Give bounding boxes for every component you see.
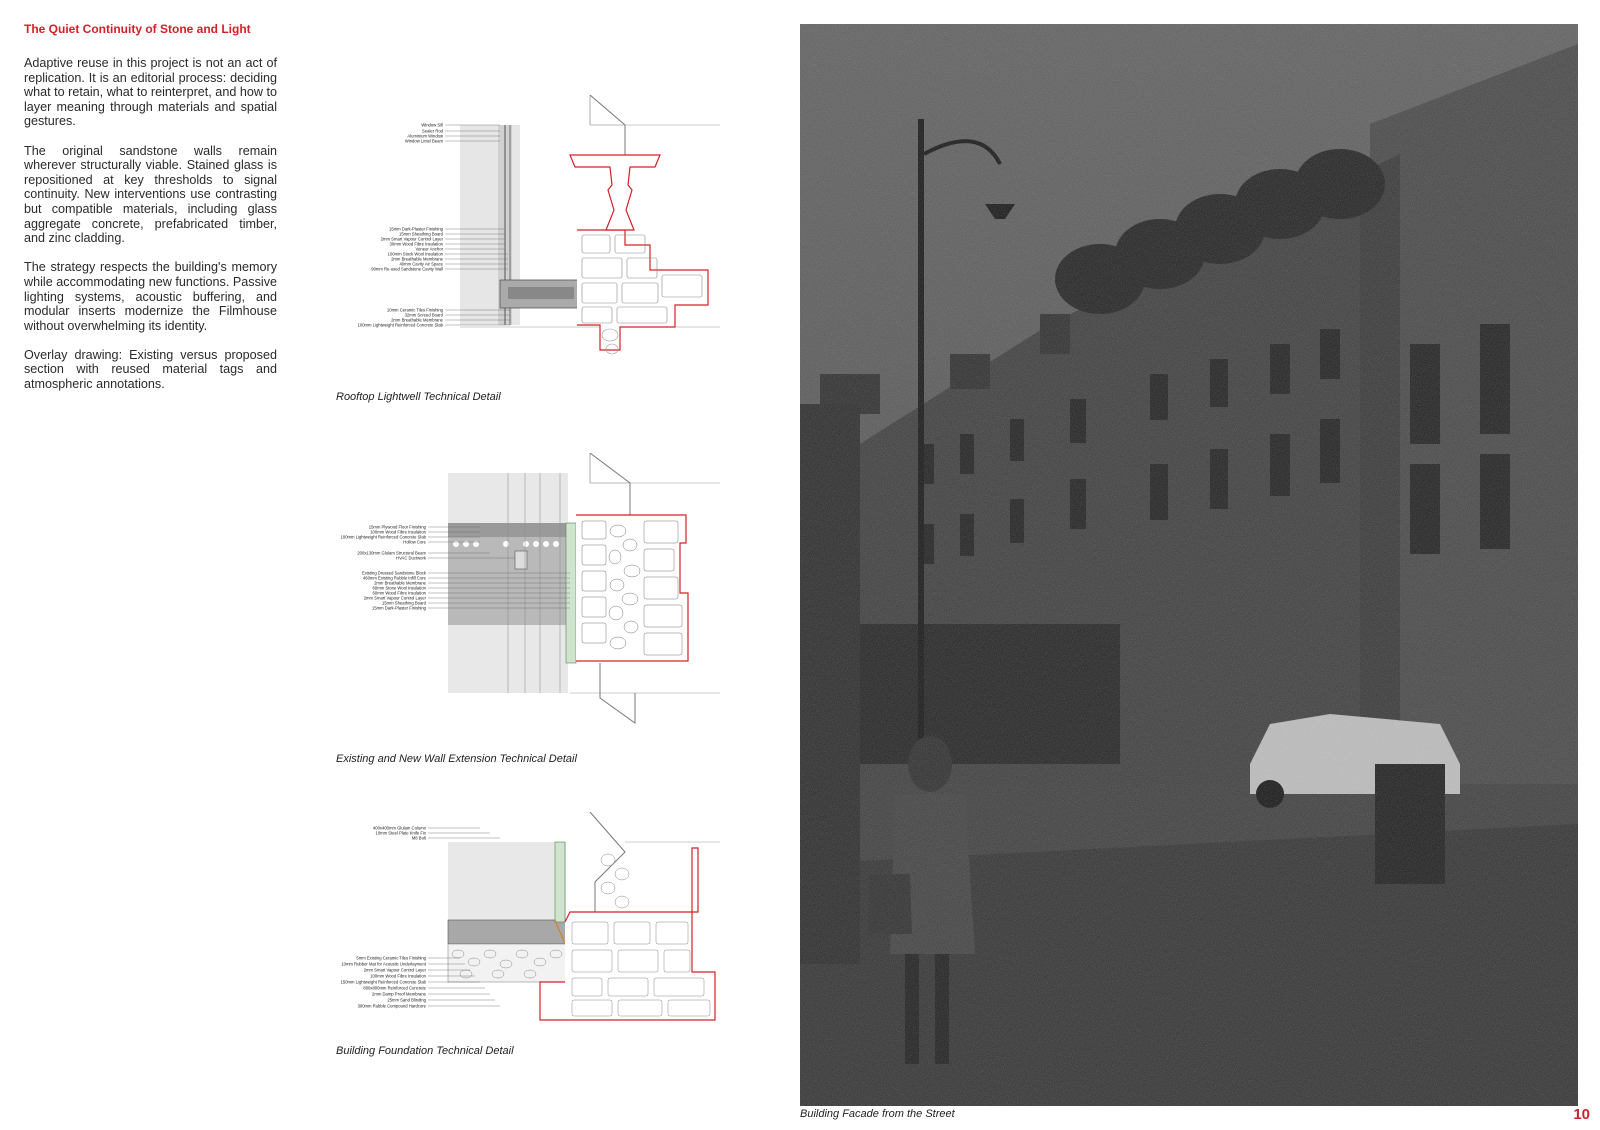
detail-label: 2mm Breathable Membrane — [391, 256, 443, 262]
detail-label: Hollow Core — [403, 539, 426, 545]
rooftop-lightwell-drawing — [330, 95, 740, 365]
detail-label: 460mm Existing Rubble Infill Core — [362, 575, 426, 581]
paragraph: Adaptive reuse in this project is not an act of replication. It is an editorial process: deciding what to retain, what to reinterpret, and how to layer meaning through materials and spatial gestures. — [24, 56, 277, 129]
detail-label: Window Sill — [421, 122, 443, 128]
detail-label: Aluminium Window — [407, 133, 443, 139]
detail-label: HVAC Ductwork — [396, 555, 426, 561]
paragraph: The original sandstone walls remain wherever structurally viable. Stained glass is repositioned at key thresholds to signal continuity. New interventions use contrasting but compatible materials, including glass aggregate concrete, prefabricated timber, and zinc cladding. — [24, 143, 277, 246]
facade-photo-caption: Building Facade from the Street — [800, 1108, 955, 1120]
detail-label: 60mm Stone Wool Insulation — [372, 585, 426, 591]
detail-label: 2mm Damp Proof Membrane — [372, 991, 426, 997]
foundation-svg — [330, 812, 740, 1037]
detail-label: 200x130mm Glulam Structural Beam — [357, 550, 426, 556]
detail-label: 32mm Screed Board — [404, 312, 443, 318]
detail-label: 400x400mm Glulam Column — [372, 825, 426, 831]
detail-label: 15mm Dark-Plaster Finishing — [389, 226, 443, 232]
detail-label: Window Lintel Beam — [404, 138, 443, 144]
body-text — [24, 56, 277, 406]
detail-label: 15mm Sheathing Board — [382, 600, 426, 606]
detail-label: Sealer Rod — [422, 128, 443, 134]
detail-label: 2mm Smart Vapour Control Layer — [363, 967, 426, 973]
detail-label: 100mm Wood Fibre Insulation — [370, 529, 426, 535]
paragraph: The strategy respects the building's memory while accommodating new functions. Passive lighting systems, acoustic buffering, and modular inserts modernize the Filmhouse without overwhelming its identity. — [24, 260, 277, 333]
detail-label: 90mm Re-used Sandstone Cavity Wall — [371, 266, 443, 272]
detail-label: 25mm Sand Blinding — [387, 997, 426, 1003]
detail-label: 10mm Steel Plate Knife Fix — [375, 830, 426, 836]
detail-label: 30mm Wood Fibre Insulation — [389, 241, 443, 247]
detail-label: 2mm Breathable Membrane — [374, 580, 426, 586]
detail-label: M8 Bolt — [411, 835, 426, 841]
detail-label: 15mm Sheathing Board — [399, 231, 443, 237]
wall-extension-svg — [330, 453, 740, 738]
detail-label: Existing Dressed Sandstone Block — [361, 570, 426, 576]
detail-label: 100mm Stock Wool Insulation — [387, 251, 443, 257]
detail-label: 100mm Lightweight Reinforced Concrete Slab — [357, 322, 443, 328]
detail-label: 2mm Breathable Membrane — [391, 317, 443, 323]
detail-label: 800x800mm Reinforced Concrete — [363, 985, 426, 991]
wall-extension-drawing — [330, 453, 740, 738]
detail-label: 300mm Rubble Compound Hardcore — [357, 1003, 426, 1009]
wall-extension-caption: Existing and New Wall Extension Technical Detail — [336, 753, 577, 765]
detail-label: 10mm Rubber Mat for Acoustic Underlayment — [341, 961, 426, 967]
detail-label: 15mm Plywood Floor Finishing — [368, 524, 426, 530]
detail-label: 2mm Smart Vapour Control Layer — [380, 236, 443, 242]
detail-label: 100mm Lightweight Reinforced Concrete Slab — [340, 534, 426, 540]
page-number: 10 — [1573, 1106, 1590, 1123]
foundation-drawing — [330, 812, 740, 1037]
detail-label: 150mm Lightweight Reinforced Concrete Slab — [340, 979, 426, 985]
foundation-caption: Building Foundation Technical Detail — [336, 1045, 514, 1057]
page-title: The Quiet Continuity of Stone and Light — [24, 22, 251, 36]
detail-label: 2mm Smart Vapour Control Layer — [363, 595, 426, 601]
street-facade-svg — [800, 24, 1578, 1106]
detail-label: 100mm Wood Fibre Insulation — [370, 973, 426, 979]
street-facade-photo — [800, 24, 1578, 1106]
detail-label: 5mm Existing Ceramic Tiles Finishing — [356, 955, 426, 961]
detail-label: 60mm Wood Fibre Insulation — [372, 590, 426, 596]
rooftop-lightwell-caption: Rooftop Lightwell Technical Detail — [336, 391, 501, 403]
detail-label: 40mm Cavity Air Space — [399, 261, 443, 267]
rooftop-lightwell-svg — [330, 95, 740, 365]
detail-label: 15mm Dark-Plaster Finishing — [372, 605, 426, 611]
paragraph: Overlay drawing: Existing versus proposed section with reused material tags and atmospheric annotations. — [24, 347, 277, 392]
detail-label: 10mm Ceramic Tiles Finishing — [386, 307, 443, 313]
detail-label: Veneer Anchor — [415, 246, 443, 252]
